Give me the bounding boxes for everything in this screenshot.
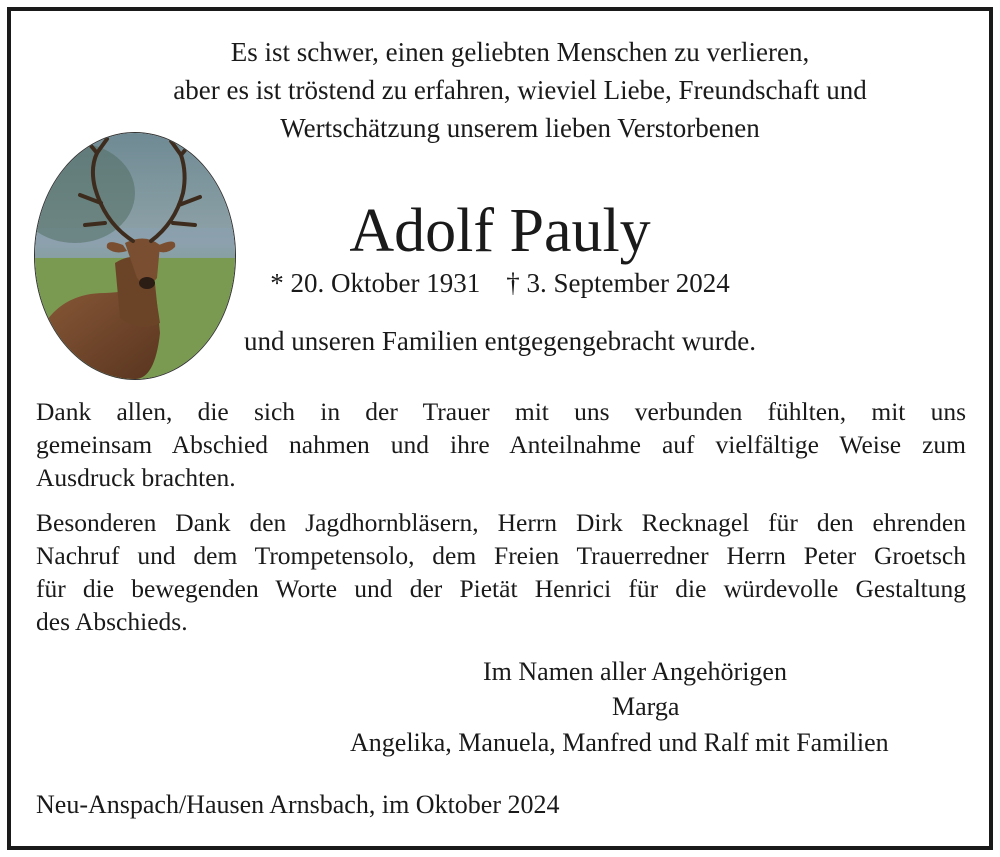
paragraph-line: Dank allen, die sich in der Trauer mit uns verbunden fühlten, mit uns — [36, 397, 966, 426]
paragraph-line: des Abschieds. — [36, 607, 188, 636]
thanks-paragraph — [36, 395, 966, 494]
signature-name: Marga — [612, 692, 680, 721]
birth-date: * 20. Oktober 1931 — [270, 268, 481, 298]
paragraph-line: für die bewegenden Worte und der Pietät Henrici für die würdevolle Gestaltung — [36, 574, 966, 603]
place-date: Neu-Anspach/Hausen Arnsbach, im Oktober 2024 — [36, 790, 560, 819]
paragraph-line: Nachruf und dem Trompetensolo, dem Freien Trauerredner Herrn Peter Groetsch — [36, 541, 966, 570]
intro-line: Es ist schwer, einen geliebten Menschen zu verlieren, — [230, 37, 810, 67]
life-dates — [0, 268, 1000, 299]
paragraph-line: Besonderen Dank den Jagdhornbläsern, Herrn Dirk Recknagel für den ehrenden — [36, 508, 966, 537]
intro-line: aber es ist tröstend zu erfahren, wieviel Liebe, Freundschaft und — [173, 75, 867, 105]
signature-family: Angelika, Manuela, Manfred und Ralf mit Familien — [350, 728, 889, 757]
death-date: † 3. September 2024 — [506, 268, 730, 298]
special-thanks-paragraph — [36, 506, 966, 638]
signature-line: Im Namen aller Angehörigen — [483, 657, 787, 686]
intro-line: Wertschätzung unserem lieben Verstorbenen — [280, 113, 760, 143]
continuation-text: und unseren Familien entgegengebracht wurde. — [243, 326, 757, 356]
deceased-name: Adolf Pauly — [349, 197, 651, 265]
intro-text — [40, 33, 1000, 147]
paragraph-line: Ausdruck brachten. — [36, 463, 236, 492]
paragraph-line: gemeinsam Abschied nahmen und ihre Anteilnahme auf vielfältige Weise zum — [36, 430, 966, 459]
